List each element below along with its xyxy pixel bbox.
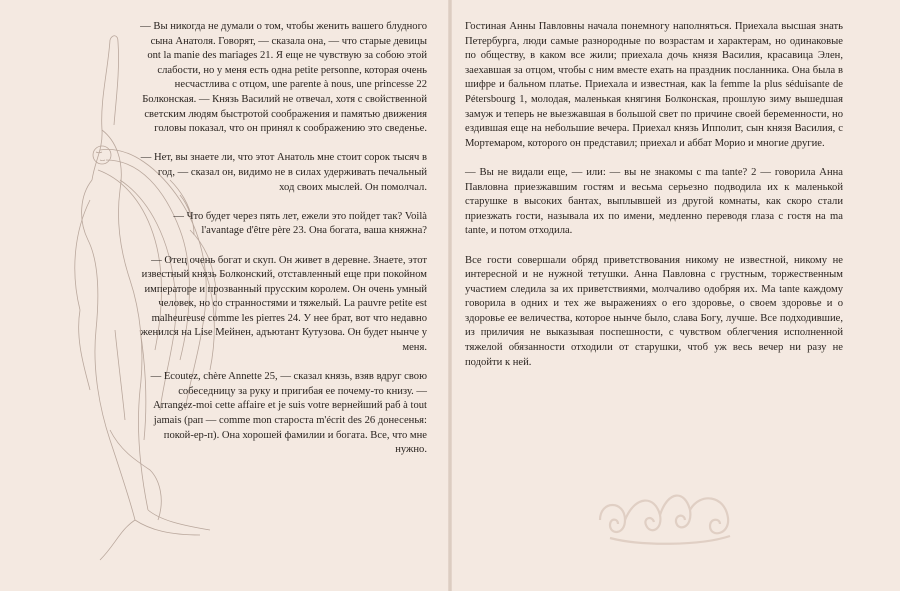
paragraph: — Что будет через пять лет, ежели это пойдет так? Voilà l'avantage d'être père 23. Она богата, ваша княжна? bbox=[173, 210, 427, 237]
swirl-ornament bbox=[590, 480, 750, 550]
paragraph: — Вы никогда не думали о том, чтобы женить вашего блудного сына Анатоля. Говорят, — сказала она, — что старые девицы ont la manie des mariages 21. Я еще не чувствую за собою этой слабости, но у меня есть одна petite personne, которая очень несчастлива с отцом, une parente à nous, une princesse 22 Болконская. — Князь Василий не отвечал, хотя с свойственной светским людям быстротой соображения и памятью движения головы показал, что он принял к соображению это сведенье. bbox=[140, 21, 427, 135]
paragraph: — Нет, вы знаете ли, что этот Анатоль мне стоит сорок тысяч в год, — сказал он, видимо не в силах удерживать печальный ход своих мыслей. Он помолчал. bbox=[140, 152, 427, 193]
paragraph: Все гости совершали обряд приветствования никому не известной, никому не интересной и не нужной тетушки. Анна Павловна с грустным, торжественным участием следила за их приветствиями, молчаливо одобряя их. Ma tante каждому говорила в одних и тех же выражениях о его здоровье, о своем здоровье и о здоровье ее величества, которое нынче было, слава Богу, лучше. Все подходившие, из приличия не выказывая поспешности, с чувством облегчения исполненной тяжелой обязанности отходили от старушки, чтоб уж весь вечер ни разу не подойти к ней. bbox=[465, 254, 843, 368]
paragraph: Гостиная Анны Павловны начала понемногу наполняться. Приехала высшая знать Петербурга, люди самые разнородные по возрастам и характерам, но одинаковые по обществу, в каком все жили; приехала дочь князя Василия, красавица Элен, заехавшая за отцом, чтобы с ним вместе ехать на праздник посланника. Она была в шифре и бальном платье. Приехала и известная, как la femme la plus séduisante de Pétersbourg 1, молодая, маленькая княгиня Болконская, прошлую зиму вышедшая замуж и теперь не выезжавшая в большой свет по причине своей беременности, но ездившая еще на небольшие вечера. Приехал князь Ипполит, сын князя Василия, с Мортемаром, которого он представил; приехал и аббат Морио и многие другие. bbox=[465, 21, 843, 149]
paragraph: — Отец очень богат и скуп. Он живет в деревне. Знаете, этот известный князь Болконский, отставленный еще при покойном императоре и прозванный прусским королем. Он очень умный человек, но со странностями и тяжелый. La pauvre petite est malheureuse comme les pierres 24. У нее брат, вот что недавно женился на Lise Мейнен, адъютант Кутузова. Он будет нынче у меня. bbox=[140, 254, 427, 354]
right-page-text bbox=[465, 20, 843, 385]
left-page-text bbox=[140, 20, 427, 472]
right-page bbox=[450, 0, 900, 591]
paragraph: — Вы не видали еще, — или: — вы не знакомы с ma tante? 2 — говорила Анна Павловна приезжавшим гостям и весьма серьезно подводила их к маленькой старушке в высоких бантах, выплывшей из другой комнаты, как скоро стали приезжать гости, называла их по имени, медленно переводя глаза с гостя на ma tante, и потом отходила. bbox=[465, 166, 843, 237]
paragraph: — Ecoutez, chère Annette 25, — сказал князь, взяв вдруг свою собеседницу за руку и пригибая ее почему-то книзу. — Arrangez-moi cette affaire et je suis votre вернейший раб à tout jamais (рап — comme mon староста m'écrit des 26 донесенья: покой-ер-п). Она хорошей фамилии и богата. Все, что мне нужно. bbox=[150, 371, 427, 456]
